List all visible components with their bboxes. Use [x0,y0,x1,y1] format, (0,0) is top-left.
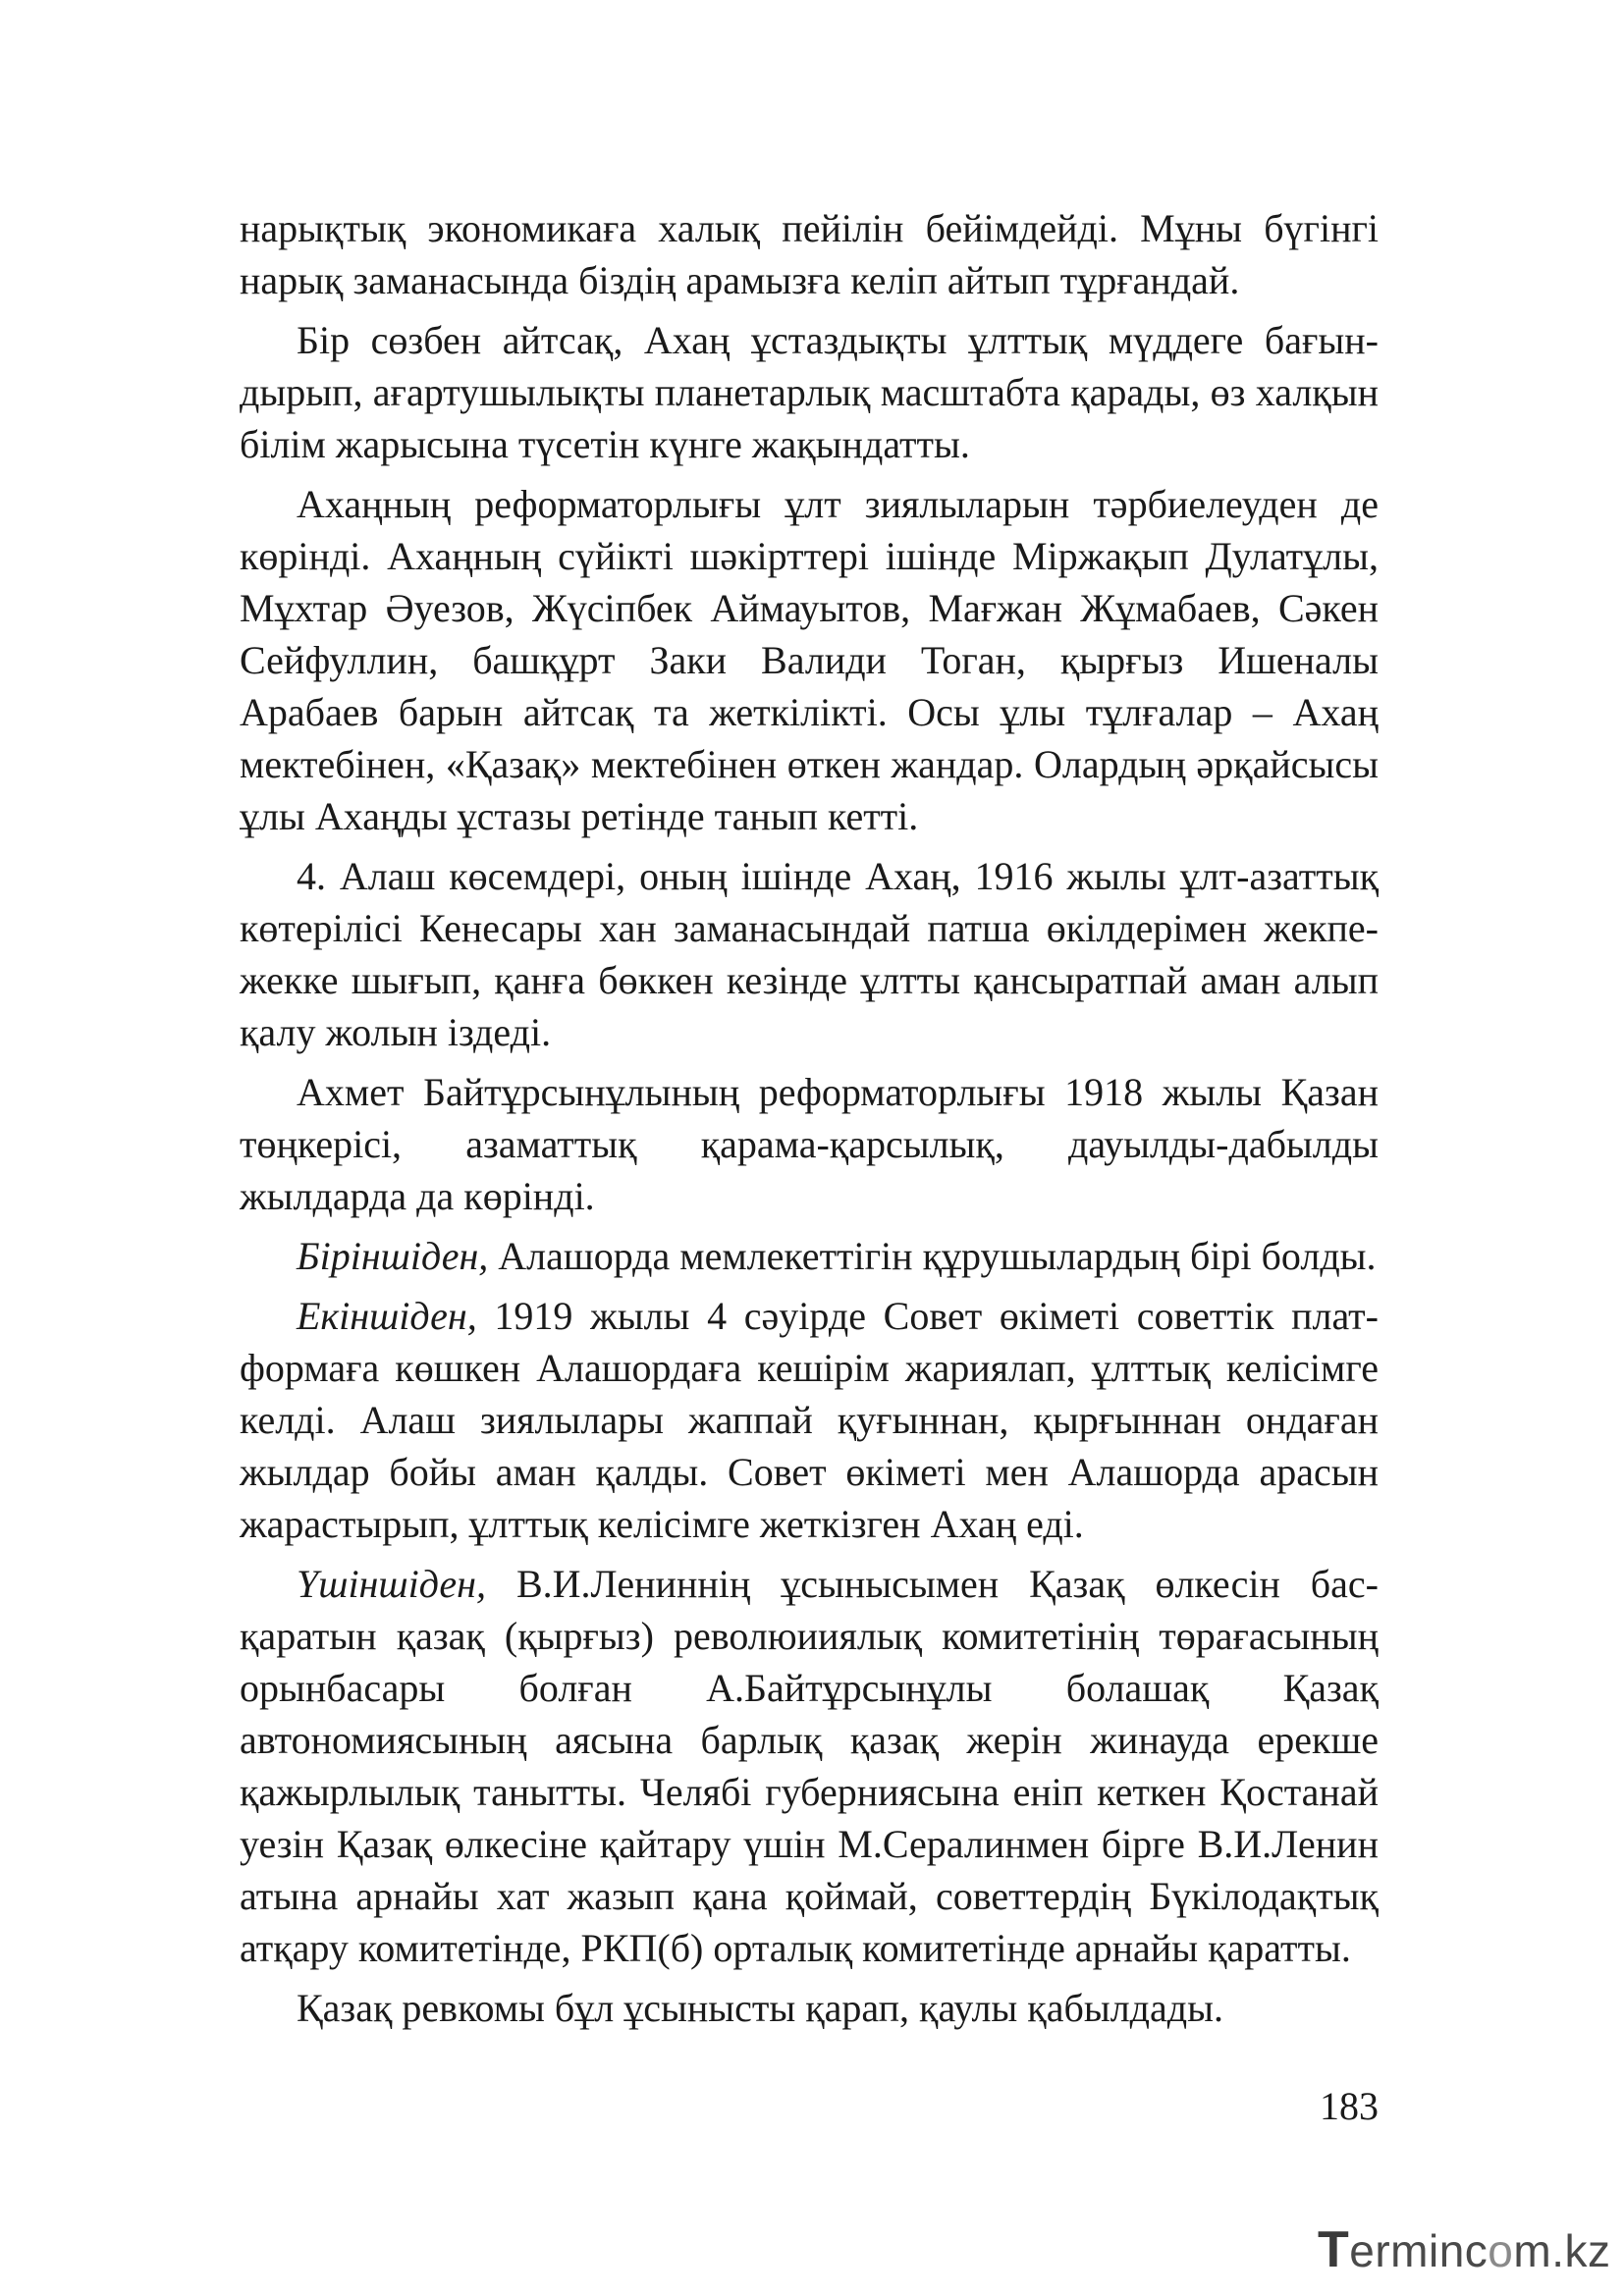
paragraph-5 [240,1066,1379,1222]
watermark-tail: m.kz [1513,2225,1611,2276]
paragraph-1-text: нарықтық экономикаға халық пейілін бейімдейді. Мұны бүгінгі нарық заманасында біздің арамызға келіп айтып тұрғандай. [240,206,1379,302]
paragraph-8-text: В.И.Лениннің ұсынысымен Қазақ өлкесін басқаратын қазақ (қырғыз) революииялық комитетінің төрағасының орынбасары болған А.Байтұрсынұлы болашақ Қазақ автономиясының аясына барлық қазақ жерін жинауда ерекше қажырлылық танытты. Челябі губерниясына еніп кеткен Қостанай уезін Қазақ өлкесіне қайтару үшін М.Сералинмен бірге В.И.Ленин атына арнайы хат жазып қана қоймай, советтердің Бүкілодақтық атқару комитетінде, РКП(б) орталық комитетінде арнайы қаратты. [240,1562,1379,1970]
paragraph-9-text: Қазақ ревкомы бұл ұсынысты қарап, қаулы қабылдады. [297,1986,1223,2030]
paragraph-3 [240,478,1379,842]
watermark-circle: o [1488,2225,1514,2276]
paragraph-2-text: Бір сөзбен айтсақ, Ахаң ұстаздықты ұлттық мүддеге бағындырып, ағартушылықты планетарлық масштабта қарады, өз халқын білім жарысына түсетін күнге жақындатты. [240,318,1379,466]
paragraph-6-text: Алашорда мемлекеттігін құрушылардың бірі болды. [488,1234,1377,1278]
paragraph-8 [240,1558,1379,1974]
watermark-initial: T [1318,2221,1350,2278]
watermark-middle: erminc [1349,2225,1489,2276]
paragraph-7-lead: Екіншіден, [297,1294,477,1338]
paragraph-8-lead: Үшіншіден, [297,1562,487,1606]
paragraph-6 [240,1230,1379,1282]
paragraph-4 [240,850,1379,1058]
page-number: 183 [1320,2084,1379,2128]
paragraph-1 [240,202,1379,306]
page-body [240,202,1379,2042]
paragraph-4-text: 4. Алаш көсемдері, оның ішінде Ахаң, 1916 жылы ұлт-азаттық көтерілісі Кенесары хан заманасындай патша өкілдерімен жекпе-жекке шығып, қанға бөккен кезінде ұлтты қансыратпай аман алып қалу жолын іздеді. [240,854,1379,1054]
site-watermark-logo [1318,2221,1611,2278]
paragraph-9 [240,1982,1379,2034]
paragraph-7 [240,1290,1379,1550]
paragraph-5-text: Ахмет Байтұрсынұлының реформаторлығы 1918 жылы Қазан төңкерісі, азаматтық қарама-қарсылық, дауылды-дабылды жылдарда да көрінді. [240,1070,1379,1218]
paragraph-7-text: 1919 жылы 4 сәуірде Совет өкіметі советтік платформаға көшкен Алашордаға кешірім жариялап, ұлттық келісімге келді. Алаш зиялылары жаппай қуғыннан, қырғыннан ондаған жылдар бойы аман қалды. Совет өкіметі мен Алашорда арасын жарастырып, ұлттық келісімге жеткізген Ахаң еді. [240,1294,1379,1546]
paragraph-2 [240,314,1379,470]
paragraph-3-text: Ахаңның реформаторлығы ұлт зиялыларын тәрбиелеуден де көрінді. Ахаңның сүйікті шәкірттері ішінде Міржақып Дулатұлы, Мұхтар Әуезов, Жүсіпбек Аймауытов, Мағжан Жұмабаев, Сәкен Сейфуллин, башқұрт Заки Валиди Тоган, қырғыз Ишеналы Арабаев барын айтсақ та жеткілікті. Осы ұлы тұлғалар – Ахаң мектебінен, «Қазақ» мектебінен өткен жандар. Олардың әрқайсысы ұлы Ахаңды ұстазы ретінде танып кетті. [240,482,1379,838]
paragraph-6-lead: Біріншіден, [297,1234,489,1278]
